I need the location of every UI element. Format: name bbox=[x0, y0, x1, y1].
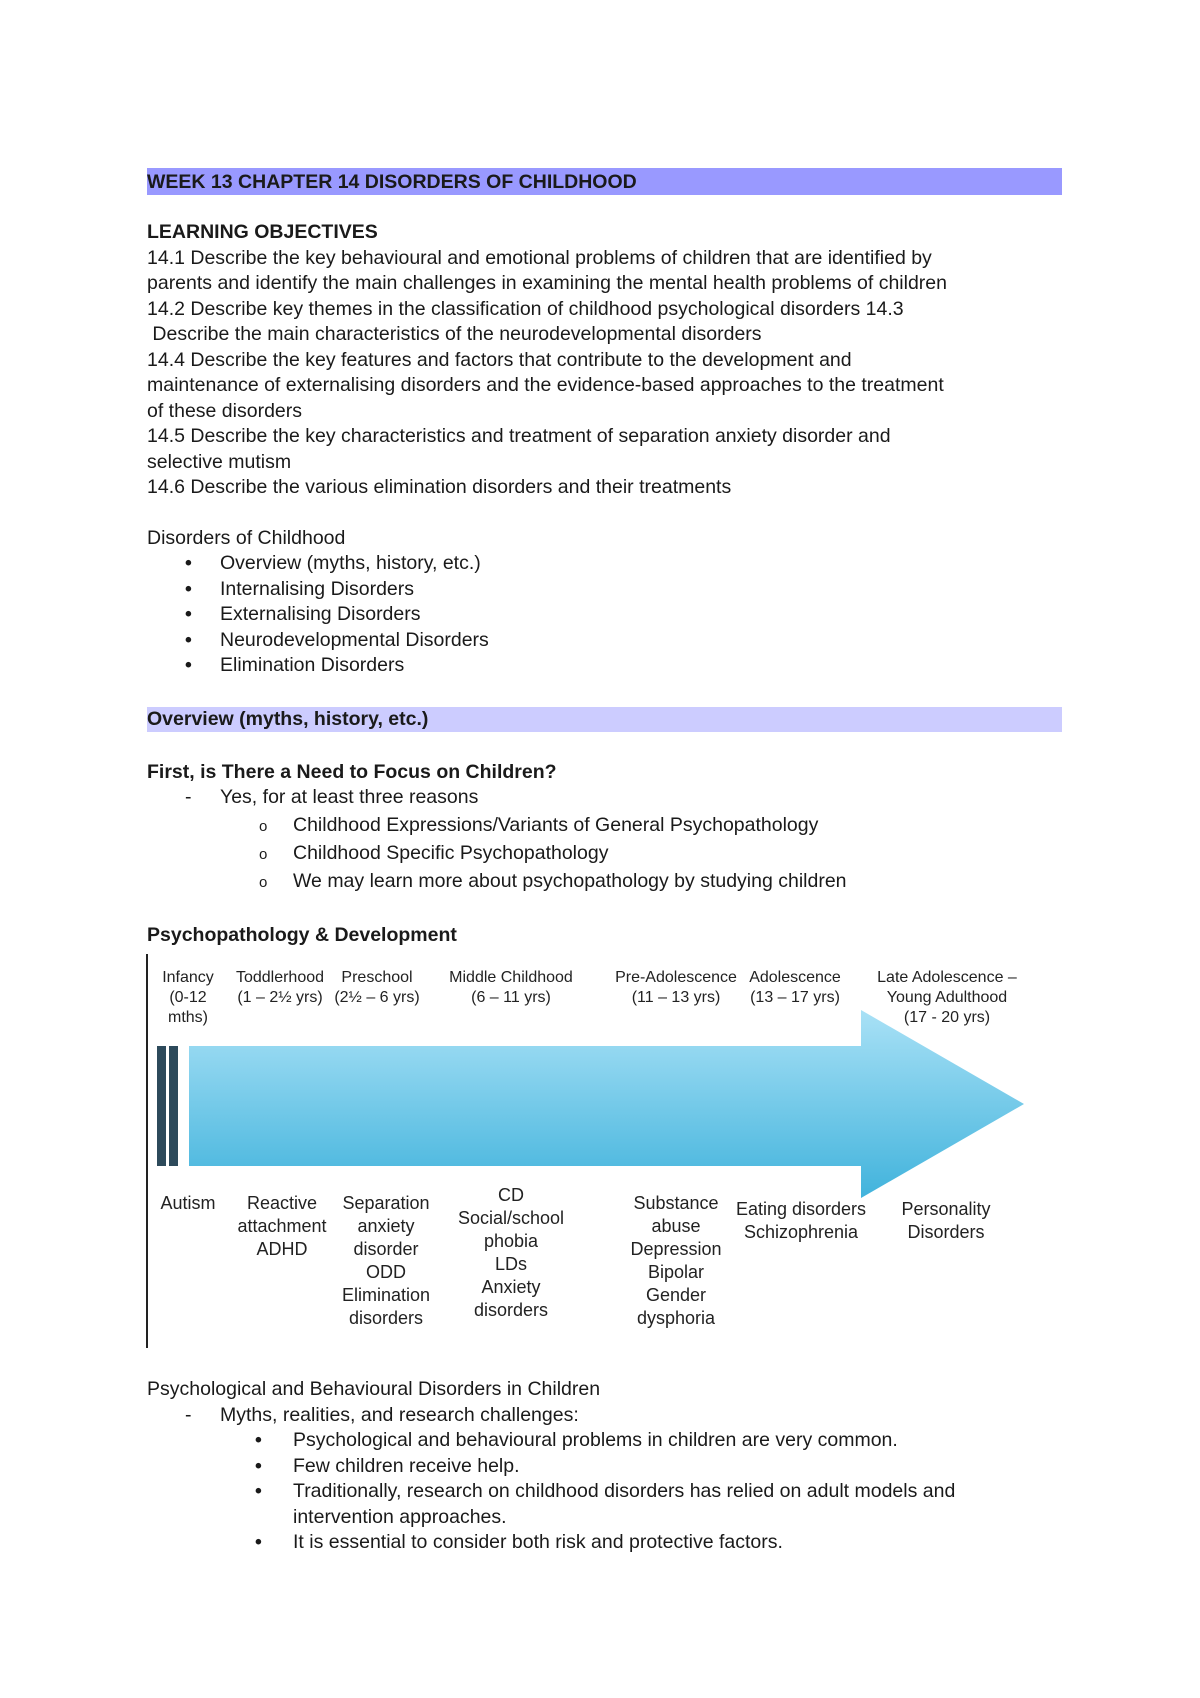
list-item: • Internalising Disorders bbox=[147, 577, 1062, 603]
stage-name: Middle Childhood bbox=[449, 969, 573, 986]
disorder-label: Autism bbox=[160, 1193, 216, 1213]
disorders-preschool bbox=[334, 1192, 438, 1330]
objective-line: maintenance of externalising disorders and the evidence-based approaches to the treatment bbox=[147, 374, 944, 396]
disorder-label: Bipolar bbox=[647, 1262, 705, 1282]
list-item: - Myths, realities, and research challenges: bbox=[147, 1403, 1062, 1429]
objective-line: selective mutism bbox=[147, 450, 292, 473]
disorder-label: abuse bbox=[651, 1216, 701, 1236]
disorder-label: Eating disorders bbox=[735, 1199, 867, 1219]
list-item: o Childhood Specific Psychopathology bbox=[147, 839, 1062, 867]
disorder-label: Gender bbox=[645, 1285, 707, 1305]
focus-heading: First, is There a Need to Focus on Children? bbox=[147, 760, 557, 783]
disorders-late-adolescence bbox=[876, 1198, 1016, 1244]
page-title: WEEK 13 CHAPTER 14 DISORDERS OF CHILDHOOD bbox=[147, 168, 1062, 195]
stage-infancy bbox=[148, 968, 228, 1028]
stage-toddlerhood bbox=[232, 968, 328, 1008]
disorders-heading: Disorders of Childhood bbox=[147, 526, 346, 549]
disorder-label: LDs bbox=[494, 1254, 527, 1274]
psych-section bbox=[147, 1377, 1062, 1556]
timeline-bar bbox=[169, 1046, 178, 1166]
disorder-label: dysphoria bbox=[636, 1308, 716, 1328]
list-item: • Overview (myths, history, etc.) bbox=[147, 551, 1062, 577]
disorders-middle-childhood bbox=[446, 1184, 576, 1322]
stage-range: (11 – 13 yrs) bbox=[631, 989, 721, 1006]
stage-range: (13 – 17 yrs) bbox=[750, 989, 840, 1006]
disorder-label: Schizophrenia bbox=[743, 1222, 859, 1242]
disorder-label: Substance bbox=[633, 1193, 719, 1213]
objective-line: of these disorders bbox=[147, 399, 303, 422]
stage-range: (17 - 20 yrs) bbox=[903, 1009, 991, 1026]
stage-preschool bbox=[329, 968, 425, 1008]
list-item: • It is essential to consider both risk and protective factors. bbox=[147, 1530, 1062, 1556]
disorder-label: disorders bbox=[473, 1300, 549, 1320]
stage-range: (0-12 mths) bbox=[168, 989, 208, 1026]
timeline-bar bbox=[157, 1046, 166, 1166]
stage-name: Preschool bbox=[341, 969, 413, 986]
list-item: • Externalising Disorders bbox=[147, 602, 1062, 628]
overview-heading: Overview (myths, history, etc.) bbox=[147, 707, 1062, 732]
objective-line: 14.4 Describe the key features and factors that contribute to the development and bbox=[147, 348, 852, 371]
objective-line: 14.5 Describe the key characteristics and treatment of separation anxiety disorder and bbox=[147, 425, 891, 447]
disorders-list bbox=[147, 551, 1062, 679]
stage-name: Adolescence bbox=[749, 969, 841, 986]
list-item: • Few children receive help. bbox=[147, 1454, 1062, 1480]
list-item-continuation: intervention approaches. bbox=[293, 1505, 507, 1528]
objective-line: Describe the main characteristics of the neurodevelopmental disorders bbox=[147, 323, 762, 345]
disorder-label: Personality bbox=[901, 1199, 991, 1219]
objective-line: 14.6 Describe the various elimination disorders and their treatments bbox=[147, 476, 732, 498]
objective-line: 14.2 Describe key themes in the classification of childhood psychological disorders 14.3 bbox=[147, 297, 904, 320]
stage-middle-childhood bbox=[436, 968, 586, 1008]
stage-range: Young Adulthood bbox=[886, 989, 1008, 1006]
stage-name: Late Adolescence – bbox=[877, 969, 1017, 986]
development-heading: Psychopathology & Development bbox=[147, 923, 457, 946]
disorder-label: ADHD bbox=[256, 1239, 308, 1259]
document-body bbox=[147, 168, 1062, 948]
disorder-label: CD bbox=[498, 1185, 524, 1205]
stage-name: Toddlerhood bbox=[235, 969, 325, 986]
disorder-label: phobia bbox=[483, 1231, 539, 1251]
stage-late-adolescence bbox=[862, 968, 1032, 1028]
disorder-label: Anxiety bbox=[481, 1277, 541, 1297]
disorders-adolescence bbox=[726, 1198, 876, 1244]
disorders-toddlerhood bbox=[230, 1192, 334, 1261]
stage-name: Infancy bbox=[162, 969, 214, 986]
disorder-label: anxiety bbox=[357, 1216, 415, 1236]
disorder-label: Reactive bbox=[246, 1193, 318, 1213]
list-item: • Neurodevelopmental Disorders bbox=[147, 628, 1062, 654]
list-item: • Traditionally, research on childhood disorders has relied on adult models and bbox=[147, 1479, 1062, 1505]
disorders-pre-adolescence bbox=[606, 1192, 746, 1330]
disorder-label: Elimination bbox=[341, 1285, 431, 1305]
objective-line: 14.1 Describe the key behavioural and emotional problems of children that are identified by bbox=[147, 246, 932, 269]
psych-list bbox=[147, 1403, 1062, 1556]
disorders-infancy bbox=[146, 1192, 230, 1215]
list-item: • Psychological and behavioural problems in children are very common. bbox=[147, 1428, 1062, 1454]
list-item: o We may learn more about psychopathology by studying children bbox=[147, 867, 1062, 895]
disorder-label: Disorders bbox=[907, 1222, 985, 1242]
disorder-label: Social/school bbox=[457, 1208, 565, 1228]
disorder-label: attachment bbox=[237, 1216, 327, 1236]
development-timeline bbox=[146, 954, 1046, 1348]
stage-range: (2½ – 6 yrs) bbox=[334, 989, 420, 1006]
list-item: o Childhood Expressions/Variants of General Psychopathology bbox=[147, 811, 1062, 839]
stage-range: (1 – 2½ yrs) bbox=[237, 989, 323, 1006]
list-item: • Elimination Disorders bbox=[147, 653, 1062, 679]
focus-list bbox=[147, 785, 1062, 895]
disorder-label: disorder bbox=[353, 1239, 419, 1259]
stage-name: Pre-Adolescence bbox=[615, 969, 737, 986]
stage-pre-adolescence bbox=[606, 968, 746, 1008]
objective-line: parents and identify the main challenges in examining the mental health problems of children bbox=[147, 272, 947, 294]
learning-objectives-heading: LEARNING OBJECTIVES bbox=[147, 221, 378, 243]
stage-adolescence bbox=[740, 968, 850, 1008]
disorder-label: Depression bbox=[630, 1239, 722, 1259]
disorder-label: Separation bbox=[342, 1193, 430, 1213]
disorder-label: disorders bbox=[348, 1308, 424, 1328]
stage-range: (6 – 11 yrs) bbox=[471, 989, 551, 1006]
timeline-arrow-shape bbox=[189, 1010, 1024, 1198]
psych-heading: Psychological and Behavioural Disorders in Children bbox=[147, 1378, 601, 1400]
disorder-label: ODD bbox=[366, 1262, 406, 1282]
list-item: - Yes, for at least three reasons bbox=[147, 785, 1062, 811]
